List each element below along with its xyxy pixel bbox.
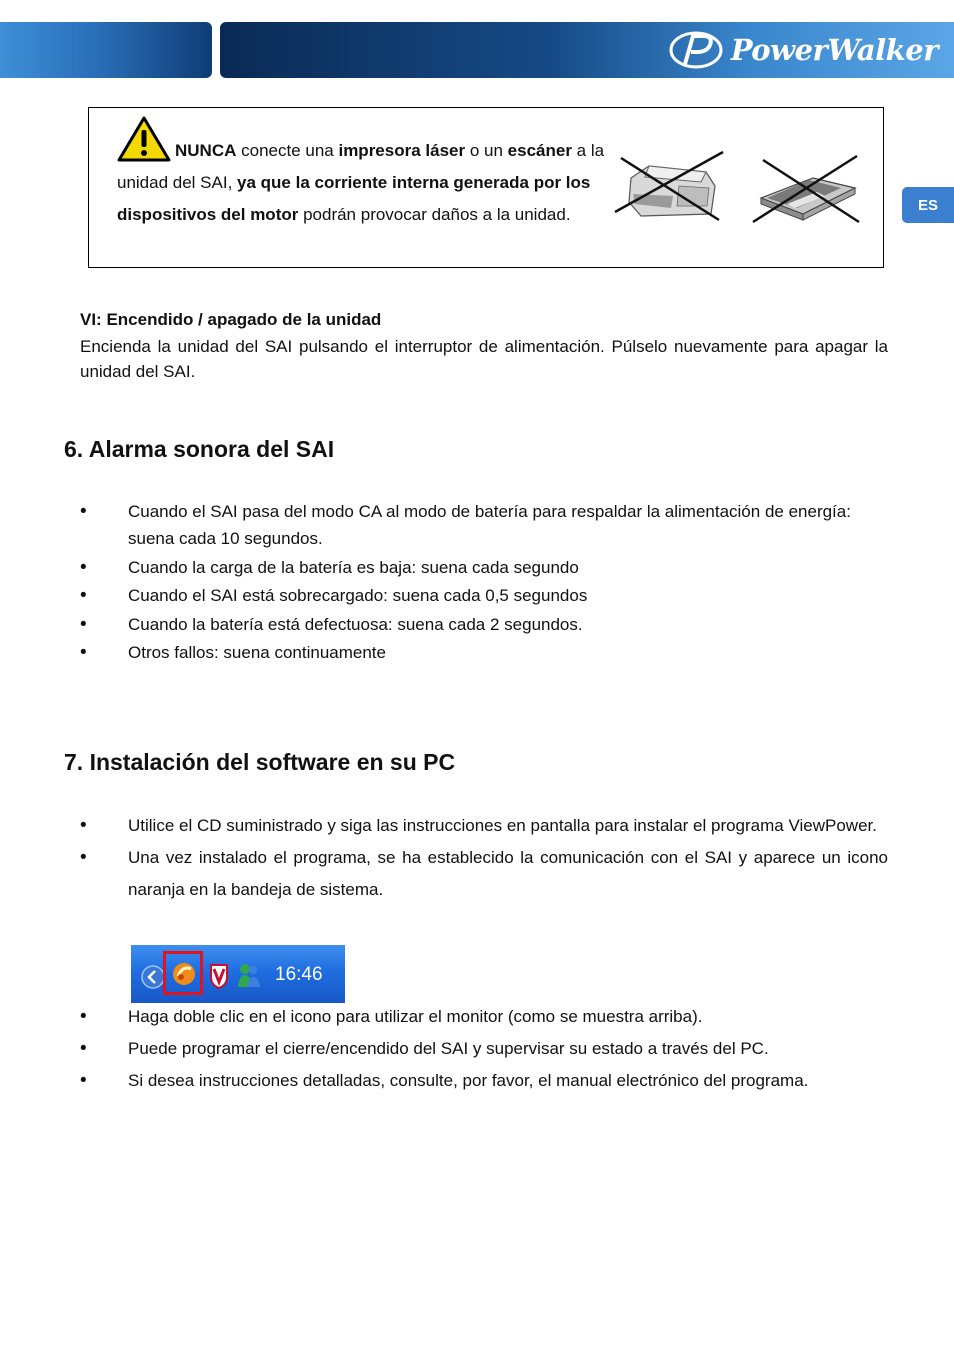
list-item: • Cuando el SAI pasa del modo CA al modo de batería para respaldar la alimentación de energía: suena cada 10 segundos. bbox=[80, 498, 888, 552]
list-item: • Haga doble clic en el icono para utilizar el monitor (como se muestra arriba). bbox=[80, 1001, 888, 1033]
list-item: • Otros fallos: suena continuamente bbox=[80, 639, 888, 666]
bullet: • bbox=[80, 1006, 87, 1027]
list-item: • Utilice el CD suministrado y siga las instrucciones en pantalla para instalar el programa ViewPower. bbox=[80, 810, 888, 842]
system-tray-screenshot bbox=[131, 945, 345, 1003]
section-vi-text: Encienda la unidad del SAI pulsando el interruptor de alimentación. Púlselo nuevamente para apagar la unidad del SAI. bbox=[80, 337, 888, 381]
list-item: • Cuando el SAI está sobrecargado: suena cada 0,5 segundos bbox=[80, 582, 888, 609]
section-6-heading: 6. Alarma sonora del SAI bbox=[64, 436, 335, 462]
warning-text bbox=[117, 116, 607, 231]
laser-printer-crossed-image bbox=[611, 146, 731, 226]
scanner-crossed-image bbox=[747, 152, 867, 226]
warning-triangle-icon bbox=[117, 116, 171, 162]
warning-segment: a la unidad del SAI, bbox=[117, 141, 605, 192]
warning-segment: conecte una bbox=[236, 141, 339, 160]
bullet: • bbox=[80, 585, 87, 606]
logo-swirl-icon bbox=[667, 28, 725, 72]
section-7-heading: 7. Instalación del software en su PC bbox=[64, 749, 456, 775]
list-item: • Si desea instrucciones detalladas, consulte, por favor, el manual electrónico del programa. bbox=[80, 1065, 888, 1097]
software-list-top bbox=[80, 810, 888, 906]
language-tab: ES bbox=[902, 187, 954, 223]
warning-segment: NUNCA bbox=[175, 141, 237, 160]
bullet: • bbox=[80, 815, 87, 836]
section-vi-title: VI: Encendido / apagado de la unidad bbox=[80, 310, 382, 329]
tray-expand-chevron-icon bbox=[141, 965, 165, 989]
antivirus-shield-icon[interactable] bbox=[209, 963, 229, 989]
bullet: • bbox=[80, 847, 87, 868]
software-list-bottom bbox=[80, 1001, 888, 1097]
powerwalker-logo bbox=[667, 28, 938, 72]
warning-segment: ya que la corriente interna generada por los dispositivos del motor bbox=[117, 173, 591, 224]
bullet: • bbox=[80, 501, 87, 522]
bullet: • bbox=[80, 613, 87, 635]
list-item: • Puede programar el cierre/encendido del SAI y supervisar su estado a través del PC. bbox=[80, 1033, 888, 1065]
page-header bbox=[0, 0, 954, 82]
warning-box bbox=[88, 107, 884, 268]
list-item: • Cuando la carga de la batería es baja: suena cada segundo bbox=[80, 554, 888, 581]
warning-segment: escáner bbox=[507, 141, 572, 160]
list-item: • Cuando la batería está defectuosa: suena cada 2 segundos. bbox=[80, 611, 888, 638]
bullet: • bbox=[80, 556, 87, 578]
brand-name: PowerWalker bbox=[730, 33, 938, 67]
bullet: • bbox=[80, 1038, 87, 1059]
list-item: • Una vez instalado el programa, se ha establecido la comunicación con el SAI y aparece un icono naranja en la bandeja de sistema. bbox=[80, 842, 888, 906]
alarm-list bbox=[80, 498, 888, 668]
warning-segment: impresora láser bbox=[338, 141, 466, 160]
warning-segment: podrán provocar daños a la unidad. bbox=[298, 205, 571, 224]
orange-ups-icon[interactable] bbox=[171, 961, 197, 987]
warning-segment: o un bbox=[465, 141, 508, 160]
messenger-icon[interactable] bbox=[235, 961, 263, 989]
tray-clock: 16:46 bbox=[275, 964, 323, 985]
ups-tray-icon-highlight bbox=[163, 951, 203, 995]
bullet: • bbox=[80, 1070, 87, 1091]
header-left-bar bbox=[0, 22, 212, 78]
bullet: • bbox=[80, 642, 87, 663]
